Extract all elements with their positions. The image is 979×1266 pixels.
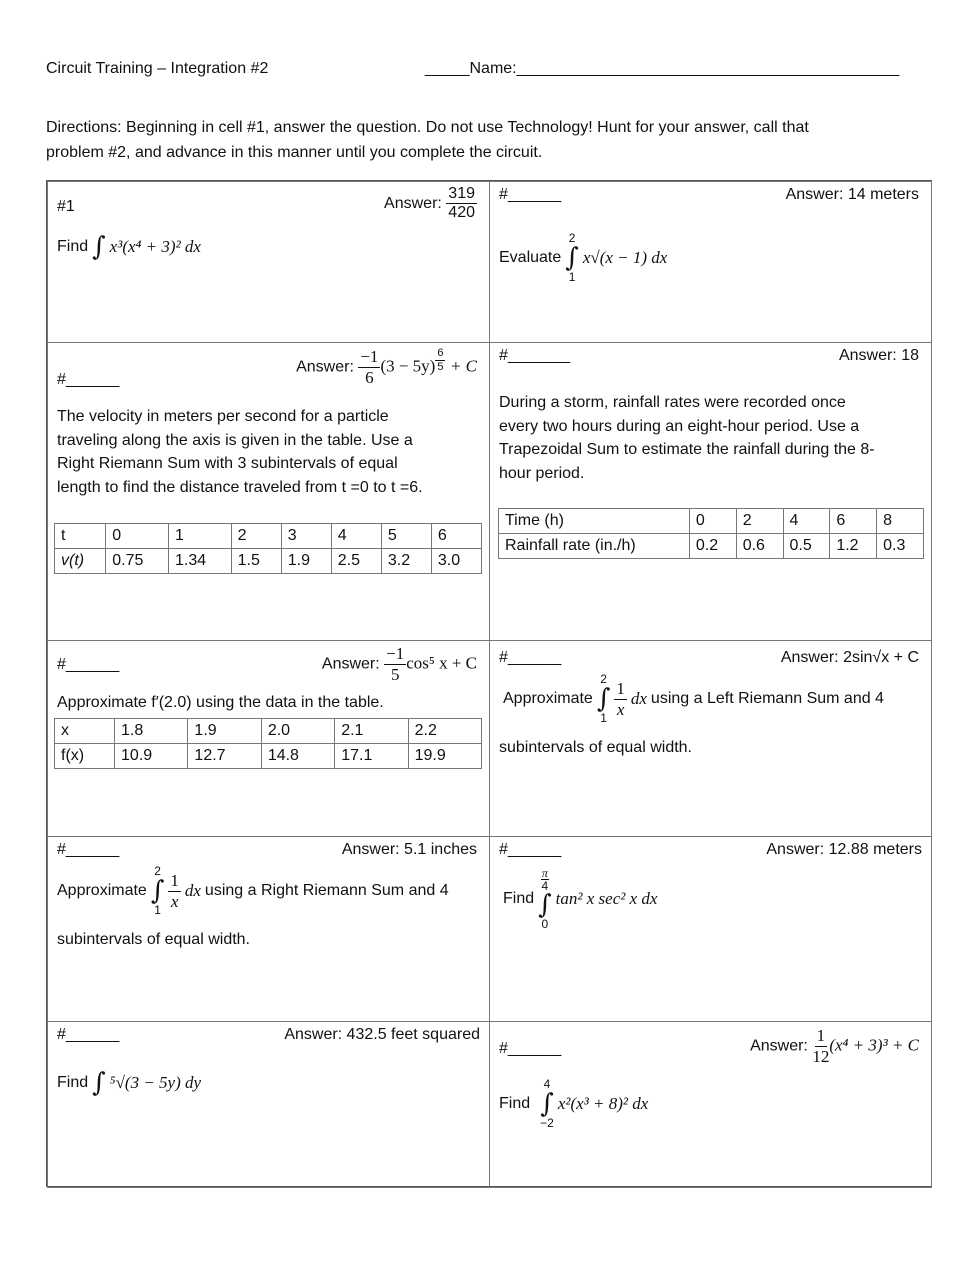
- upper-limit-denominator: 4: [541, 879, 549, 893]
- prompt: Find: [503, 890, 535, 907]
- table-cell: 17.1: [335, 744, 408, 769]
- numerator: 1: [170, 870, 179, 890]
- prompt: Find: [499, 1095, 531, 1112]
- integrand: x²(x³ + 8)² dx: [557, 1094, 649, 1113]
- cell-number: #______: [499, 1040, 562, 1057]
- integrand: x³(x⁴ + 3)² dx: [109, 237, 201, 256]
- question-text: Approximate f′(2.0) using the data in the table.: [57, 694, 384, 711]
- cell-number: #_______: [499, 347, 571, 364]
- table-cell: 0.3: [877, 534, 924, 559]
- cell-number: #______: [57, 371, 120, 388]
- table-cell: 3.2: [381, 549, 431, 574]
- question-text: [499, 391, 875, 485]
- answer: Answer: 18: [838, 347, 919, 364]
- upper-limit: 2: [154, 864, 161, 878]
- table-cell: 3: [281, 524, 331, 549]
- denominator: 12: [812, 1046, 830, 1066]
- table-row: [55, 719, 482, 744]
- table-cell: 0: [689, 509, 736, 534]
- table-cell: 1.34: [168, 549, 231, 574]
- text-after: using a Right Riemann Sum and 4: [204, 882, 449, 899]
- table-cell: 1.5: [231, 549, 281, 574]
- answer-label: Answer:: [321, 655, 380, 673]
- lower-limit: −2: [540, 1116, 554, 1130]
- answer-label: Answer:: [750, 1037, 808, 1055]
- answer: [322, 644, 477, 684]
- derivative-table: [54, 718, 482, 769]
- definite-integral: [540, 1078, 554, 1130]
- answer: [384, 185, 477, 223]
- cell-1: [47, 181, 490, 343]
- numerator: 1: [816, 1026, 826, 1045]
- question: [57, 234, 201, 260]
- table-cell: 0.5: [783, 534, 830, 559]
- question-text-2: subintervals of equal width.: [57, 931, 250, 948]
- table-cell: 6: [830, 509, 877, 534]
- denominator: x: [170, 891, 179, 911]
- table-cell: 3.0: [431, 549, 481, 574]
- text-line: Right Riemann Sum with 3 subintervals of equal: [57, 455, 398, 472]
- lower-limit: 1: [568, 270, 576, 284]
- integral-icon: ∫: [150, 876, 165, 906]
- integrand: x√(x − 1) dx: [582, 248, 668, 267]
- table-cell: 1.2: [830, 534, 877, 559]
- differential: dx: [184, 881, 201, 900]
- numerator: 1: [616, 678, 625, 698]
- text-line: During a storm, rainfall rates were recorded once: [499, 394, 846, 411]
- table-cell: 4: [331, 524, 381, 549]
- table-cell: 2.0: [261, 719, 334, 744]
- cell-5: [47, 640, 490, 837]
- cell-7: [47, 836, 490, 1022]
- table-cell: 2.2: [408, 719, 481, 744]
- definite-integral: [151, 865, 165, 917]
- definite-integral: [565, 232, 579, 284]
- row-header: f(x): [55, 744, 115, 769]
- text-line: The velocity in meters per second for a particle: [57, 408, 389, 425]
- lower-limit: 1: [154, 903, 161, 917]
- table-cell: 2: [231, 524, 281, 549]
- differential: dx: [630, 689, 647, 708]
- table-cell: 2: [736, 509, 783, 534]
- cell-4: [489, 342, 932, 641]
- table-row: [55, 524, 482, 549]
- definite-integral: [597, 673, 611, 725]
- cell-number: #______: [499, 841, 562, 858]
- integral-icon: ∫: [596, 684, 611, 714]
- question: [57, 865, 449, 917]
- row-header: x: [55, 719, 115, 744]
- lower-limit: 0: [541, 917, 549, 931]
- answer: Answer: 12.88 meters: [766, 841, 922, 858]
- text-line: traveling along the axis is given in the table. Use a: [57, 431, 413, 449]
- text-line: Trapezoidal Sum to estimate the rainfall during the 8-: [499, 441, 875, 458]
- cell-number: #______: [499, 186, 562, 203]
- denominator: 5: [390, 664, 400, 684]
- lower-limit: 1: [600, 711, 607, 725]
- cell-3: [47, 342, 490, 641]
- cell-6: [489, 640, 932, 837]
- cell-number: #______: [57, 841, 120, 858]
- table-cell: 1.8: [115, 719, 188, 744]
- cell-9: [47, 1021, 490, 1188]
- prompt: Find: [57, 1074, 89, 1091]
- answer-rest: (x⁴ + 3)³ + C: [829, 1035, 919, 1055]
- table-cell: 8: [877, 509, 924, 534]
- table-cell: 1.9: [188, 719, 261, 744]
- question: [503, 673, 884, 725]
- answer-base: (3 − 5y): [380, 356, 436, 376]
- text-line: hour period.: [499, 464, 585, 482]
- table-cell: 6: [431, 524, 481, 549]
- upper-limit: 4: [543, 1077, 551, 1091]
- rainfall-table: [498, 508, 924, 559]
- table-cell: 14.8: [261, 744, 334, 769]
- table-cell: 1.9: [281, 549, 331, 574]
- upper-limit-numerator: π: [541, 866, 548, 880]
- table-cell: 10.9: [115, 744, 188, 769]
- text-line: length to find the distance traveled from t =0 to t =6.: [57, 478, 423, 496]
- integral-icon: ∫: [540, 1089, 554, 1119]
- answer: Answer: 432.5 feet squared: [284, 1026, 480, 1043]
- text-line: every two hours during an eight-hour period. Use a: [499, 417, 860, 435]
- table-row: [499, 534, 924, 559]
- table-cell: 2.5: [331, 549, 381, 574]
- table-cell: 0.2: [689, 534, 736, 559]
- table-cell: 19.9: [408, 744, 481, 769]
- answer-label: Answer:: [296, 358, 354, 376]
- definite-integral: [538, 867, 552, 931]
- integral-icon: ∫: [92, 232, 106, 262]
- table-row: [499, 509, 924, 534]
- row-header: t: [55, 524, 106, 549]
- upper-limit: 2: [568, 231, 576, 245]
- integral-icon: ∫: [538, 890, 552, 920]
- table-cell: 5: [381, 524, 431, 549]
- denominator: x: [616, 699, 625, 719]
- integral-icon: ∫: [92, 1068, 106, 1098]
- prompt: Approximate: [503, 690, 593, 707]
- answer-label: Answer:: [384, 195, 442, 213]
- prompt: Evaluate: [499, 249, 562, 266]
- row-header: Rainfall rate (in./h): [499, 534, 690, 559]
- question-text-2: subintervals of equal width.: [499, 739, 692, 756]
- worksheet-title: Circuit Training – Integration #2: [46, 60, 269, 77]
- prompt: Approximate: [57, 882, 147, 899]
- cell-number: #______: [57, 1026, 120, 1043]
- cell-8: [489, 836, 932, 1022]
- table-cell: 0.6: [736, 534, 783, 559]
- table-row: [55, 549, 482, 574]
- question: [503, 867, 657, 931]
- row-header: Time (h): [499, 509, 690, 534]
- exponent-denominator: 5: [437, 360, 444, 373]
- answer: [750, 1026, 919, 1066]
- cell-number: #______: [57, 656, 120, 673]
- answer: Answer: 14 meters: [785, 186, 919, 203]
- integrand: tan² x sec² x dx: [555, 889, 658, 908]
- exponent-numerator: 6: [437, 347, 444, 359]
- question-text: [57, 405, 423, 499]
- directions-line-2: problem #2, and advance in this manner until you complete the circuit.: [46, 144, 543, 161]
- table-cell: 2.1: [335, 719, 408, 744]
- cell-10: [489, 1021, 932, 1188]
- upper-limit: [541, 867, 549, 892]
- question: [57, 1070, 201, 1096]
- circuit-grid: [46, 180, 932, 1187]
- numerator: 319: [446, 185, 477, 204]
- cell-number: #______: [499, 649, 562, 666]
- numerator: −1: [360, 347, 379, 366]
- integral-icon: ∫: [565, 243, 579, 273]
- table-cell: 4: [783, 509, 830, 534]
- table-cell: 0.75: [106, 549, 169, 574]
- cell-2: [489, 181, 932, 343]
- table-row: [55, 744, 482, 769]
- answer-tail: + C: [449, 356, 477, 376]
- numerator: −1: [386, 644, 405, 663]
- table-cell: 12.7: [188, 744, 261, 769]
- velocity-table: [54, 523, 482, 574]
- answer-rest: cos⁵ x + C: [406, 653, 477, 673]
- answer: [296, 347, 477, 387]
- integrand: ⁵√(3 − 5y) dy: [109, 1073, 202, 1092]
- cell-number: #1: [57, 198, 75, 215]
- upper-limit: 2: [600, 672, 607, 686]
- text-after: using a Left Riemann Sum and 4: [650, 690, 884, 707]
- answer: Answer: 2sin√x + C: [780, 649, 919, 666]
- directions-line-1: Directions: Beginning in cell #1, answer the question. Do not use Technology! Hunt for your answer, call that: [46, 119, 809, 136]
- name-field[interactable]: _____Name:___________________________________________: [425, 60, 900, 77]
- question: [499, 1078, 648, 1130]
- table-cell: 0: [106, 524, 169, 549]
- prompt: Find: [57, 238, 89, 255]
- table-cell: 1: [168, 524, 231, 549]
- denominator: 420: [448, 204, 475, 222]
- answer: Answer: 5.1 inches: [341, 841, 477, 858]
- denominator: 6: [365, 367, 374, 387]
- row-header: v(t): [55, 549, 106, 574]
- question: [499, 232, 667, 284]
